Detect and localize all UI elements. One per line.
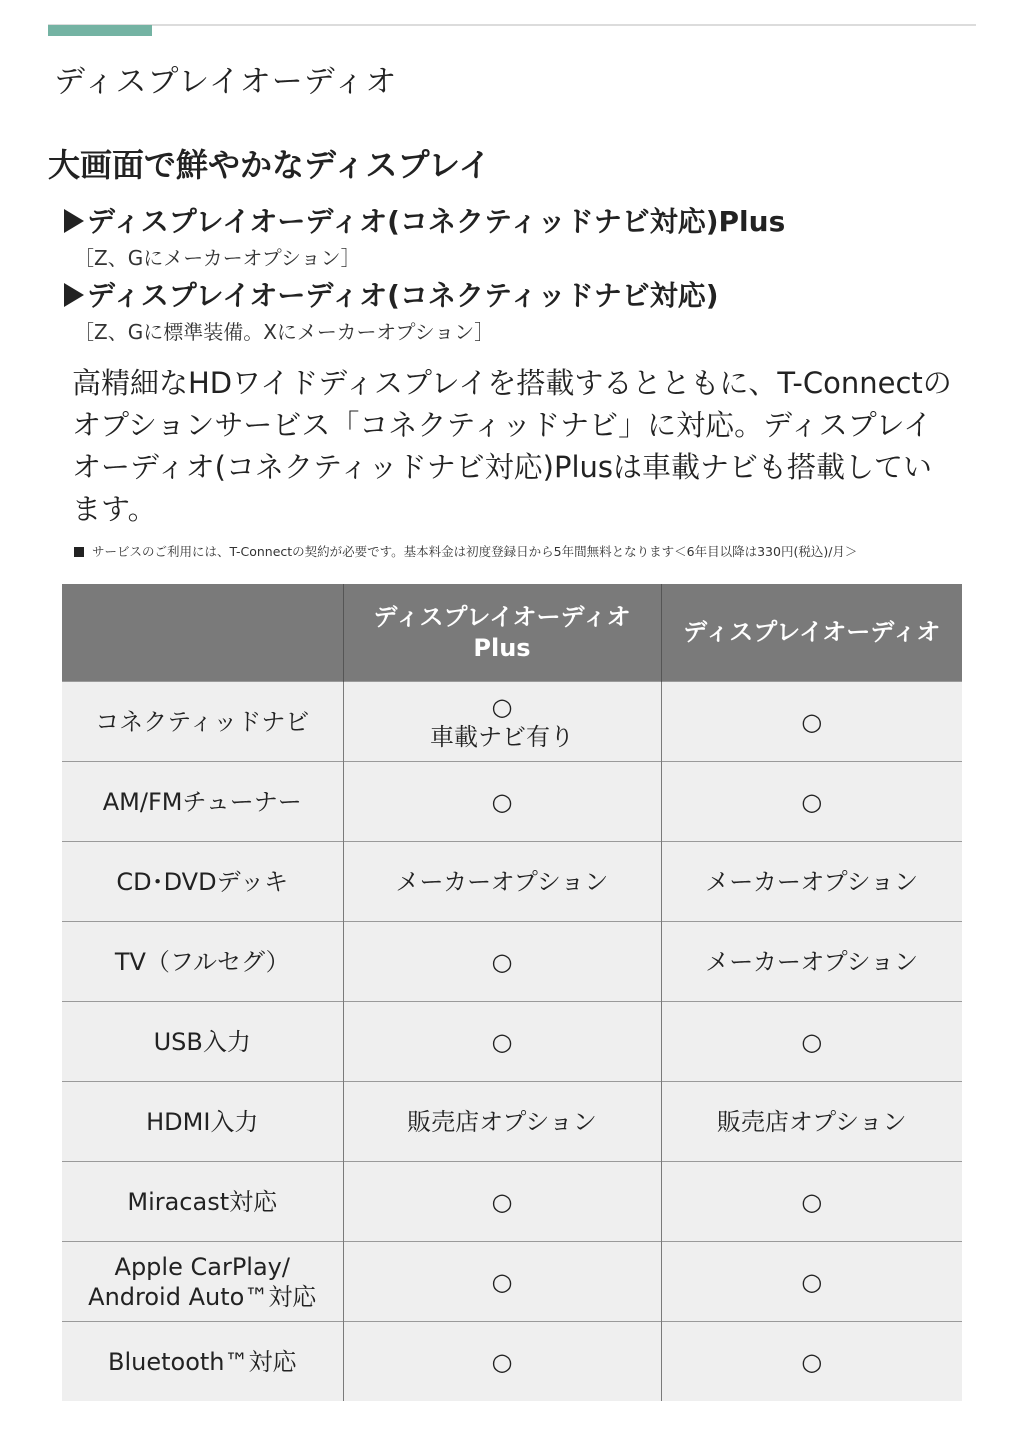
plus-cell: 販売店オプション bbox=[343, 1082, 661, 1162]
header-plus bbox=[343, 584, 661, 682]
feature-cell: AM/FMチューナー bbox=[62, 762, 343, 842]
plus-cell-note: 車載ナビ有り bbox=[430, 722, 574, 751]
plus-cell: メーカーオプション bbox=[343, 842, 661, 922]
service-note-text: サービスのご利用には、T-Connectの契約が必要です。基本料金は初度登録日から5年間無料となります＜6年目以降は330円(税込)/月＞ bbox=[92, 544, 858, 559]
table-row bbox=[62, 762, 962, 842]
feature-cell: CD･DVDデッキ bbox=[62, 842, 343, 922]
feature-cell: USB入力 bbox=[62, 1002, 343, 1082]
feature-cell bbox=[62, 1242, 343, 1322]
header-plus-line2: Plus bbox=[473, 633, 531, 662]
top-divider bbox=[48, 24, 976, 26]
triangle-bullet-icon bbox=[64, 209, 84, 233]
standard-cell: メーカーオプション bbox=[661, 842, 962, 922]
header-plus-line1: ディスプレイオーディオ bbox=[373, 602, 631, 631]
header-empty bbox=[62, 584, 343, 682]
standard-cell: メーカーオプション bbox=[661, 922, 962, 1002]
plus-cell: ○ bbox=[343, 1322, 661, 1402]
plus-cell bbox=[343, 682, 661, 762]
plus-cell: ○ bbox=[343, 1162, 661, 1242]
standard-cell: 販売店オプション bbox=[661, 1082, 962, 1162]
feature-comparison-table bbox=[62, 584, 962, 1401]
standard-cell: ○ bbox=[661, 1002, 962, 1082]
headline: 大画面で鮮やかなディスプレイ bbox=[48, 146, 491, 184]
accent-bar bbox=[48, 25, 152, 36]
triangle-bullet-icon bbox=[64, 283, 84, 307]
plus-cell: ○ bbox=[343, 1002, 661, 1082]
standard-cell: ○ bbox=[661, 762, 962, 842]
table-row bbox=[62, 682, 962, 762]
feature-cell: Bluetooth™対応 bbox=[62, 1322, 343, 1402]
model-plus-title bbox=[64, 200, 785, 240]
description-text: 高精細なHDワイドディスプレイを搭載するとともに、T-Connectのオプションサービス「コネクティッドナビ」に対応。ディスプレイオーディオ(コネクティッドナビ対応)Plusは車載ナビも搭載しています。 bbox=[72, 366, 952, 526]
table-header-row bbox=[62, 584, 962, 682]
model-std-title bbox=[64, 274, 719, 314]
section-title: ディスプレイオーディオ bbox=[54, 64, 398, 100]
plus-cell: ○ bbox=[343, 1242, 661, 1322]
table-row bbox=[62, 1322, 962, 1402]
standard-cell: ○ bbox=[661, 1322, 962, 1402]
table-row bbox=[62, 1002, 962, 1082]
square-bullet-icon bbox=[74, 547, 84, 557]
feature-line1: Apple CarPlay/ bbox=[114, 1252, 290, 1281]
standard-cell: ○ bbox=[661, 1162, 962, 1242]
header-standard: ディスプレイオーディオ bbox=[661, 584, 962, 682]
plus-cell: ○ bbox=[343, 922, 661, 1002]
plus-cell: ○ bbox=[343, 762, 661, 842]
table-row bbox=[62, 922, 962, 1002]
model-plus-name: ディスプレイオーディオ(コネクティッドナビ対応)Plus bbox=[87, 205, 786, 238]
model-std-name: ディスプレイオーディオ(コネクティッドナビ対応) bbox=[87, 279, 719, 312]
feature-cell: Miracast対応 bbox=[62, 1162, 343, 1242]
table-row bbox=[62, 1082, 962, 1162]
service-note bbox=[74, 542, 857, 560]
table-row bbox=[62, 1242, 962, 1322]
standard-cell: ○ bbox=[661, 682, 962, 762]
table-row bbox=[62, 842, 962, 922]
feature-cell: HDMI入力 bbox=[62, 1082, 343, 1162]
model-plus-availability: ［Z、Gにメーカーオプション］ bbox=[74, 246, 361, 270]
model-std-availability: ［Z、Gに標準装備。Xにメーカーオプション］ bbox=[74, 320, 495, 344]
feature-cell: TV（フルセグ） bbox=[62, 922, 343, 1002]
feature-cell: コネクティッドナビ bbox=[62, 682, 343, 762]
table-row bbox=[62, 1162, 962, 1242]
circle-mark: ○ bbox=[491, 692, 513, 721]
standard-cell: ○ bbox=[661, 1242, 962, 1322]
feature-line2: Android Auto™対応 bbox=[88, 1282, 317, 1311]
